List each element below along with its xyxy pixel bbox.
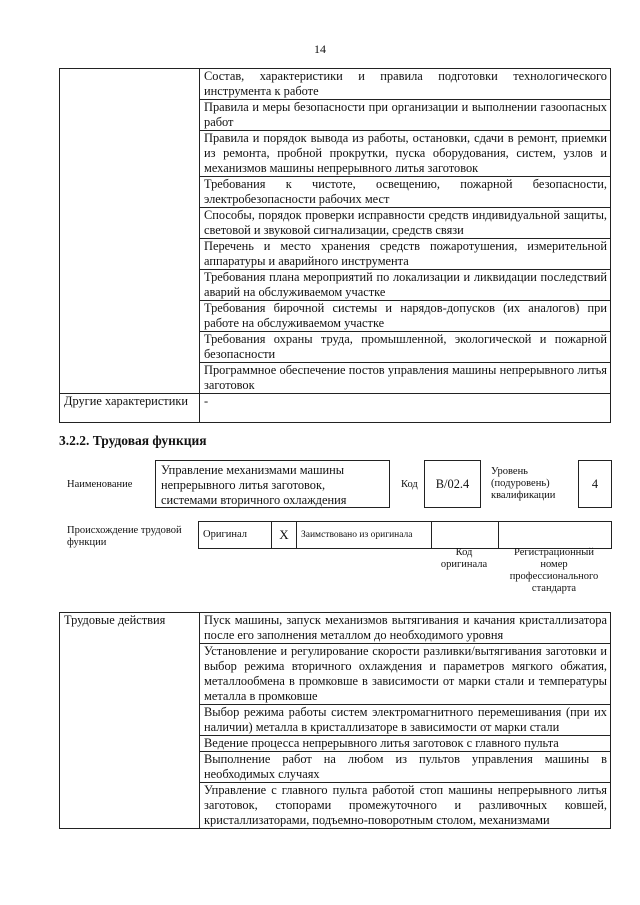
- table-cell: Способы, порядок проверки исправности средств индивидуальной защиты, световой и звуковой сигнализации, средств связи: [200, 208, 611, 239]
- origin-code-cell: [432, 522, 499, 549]
- table-row: [60, 394, 611, 423]
- function-name-box: Управление механизмами машины непрерывного литья заготовок, системами вторичного охлаждения: [155, 460, 390, 508]
- original-label: Оригинал: [199, 522, 272, 549]
- table-cell: Состав, характеристики и правила подготовки технологического инструмента к работе: [200, 69, 611, 100]
- table-cell: Программное обеспечение постов управления машины непрерывного литья заготовок: [200, 363, 611, 394]
- table-cell: Установление и регулирование скорости разливки/вытягивания заготовки и выбор режима вторичного охлаждения и параметров мягкого обжатия, металлообмена в промковше в зависимости от марки стали и температуры металла в промковше: [200, 644, 611, 705]
- table-cell: Требования охраны труда, промышленной, экологической и пожарной безопасности: [200, 332, 611, 363]
- level-label: Уровень (подуровень) квалификации: [491, 466, 556, 501]
- table-cell: Выполнение работ на любом из пультов управления машины в необходимых случаях: [200, 752, 611, 783]
- section-heading: 3.2.2. Трудовая функция: [59, 433, 207, 448]
- table-row: [60, 613, 611, 644]
- code-original-caption: Код оригинала: [440, 547, 488, 570]
- table-cell: Управление с главного пульта работой стоп машины непрерывного литья заготовок, стопорами промежуточного и разливочных ковшей, кристаллизаторами, подъемно-поворотным столом, механизмами: [200, 783, 611, 829]
- requirements-table: [59, 68, 611, 423]
- other-characteristics-value: -: [200, 394, 611, 423]
- table-cell: Перечень и место хранения средств пожаротушения, измерительной аппаратуры и аварийного инструмента: [200, 239, 611, 270]
- code-label: Код: [401, 479, 418, 490]
- page-number: 14: [314, 42, 326, 56]
- table-label-cell: [60, 69, 200, 394]
- name-label: Наименование: [67, 479, 133, 490]
- table-cell: Требования к чистоте, освещению, пожарной безопасности, электробезопасности рабочих мест: [200, 177, 611, 208]
- origin-table: [198, 521, 612, 549]
- table-row: [60, 69, 611, 100]
- table-cell: Требования бирочной системы и нарядов-допусков (их аналогов) при работе на обслуживаемом участке: [200, 301, 611, 332]
- table-cell: Пуск машины, запуск механизмов вытягивания и качания кристаллизатора после его заполнения металлом до необходимого уровня: [200, 613, 611, 644]
- borrowed-label: Заимствовано из оригинала: [297, 522, 432, 549]
- registration-number-caption: Регистрационный номер профессионального стандарта: [509, 547, 599, 594]
- table-cell: Выбор режима работы систем электромагнитного перемешивания (при их наличии) металла в кристаллизаторе в зависимости от марки стали: [200, 705, 611, 736]
- table-cell: Правила и меры безопасности при организации и выполнении газоопасных работ: [200, 100, 611, 131]
- function-code-box: В/02.4: [424, 460, 481, 508]
- other-characteristics-label: Другие характеристики: [60, 394, 200, 423]
- original-mark: X: [272, 522, 297, 549]
- table-row: [199, 522, 612, 549]
- table-cell: Правила и порядок вывода из работы, остановки, сдачи в ремонт, приемки из ремонта, пробной прокрутки, пуска оборудования, систем, узлов и механизмов машины непрерывного литья заготовок: [200, 131, 611, 177]
- origin-label: Происхождение трудовой функции: [67, 525, 182, 548]
- table-cell: Требования плана мероприятий по локализации и ликвидации последствий аварий на обслуживаемом участке: [200, 270, 611, 301]
- labor-actions-label: Трудовые действия: [60, 613, 200, 829]
- registration-number-cell: [499, 522, 612, 549]
- level-value-box: 4: [578, 460, 612, 508]
- labor-actions-table: [59, 612, 611, 829]
- table-cell: Ведение процесса непрерывного литья заготовок с главного пульта: [200, 736, 611, 752]
